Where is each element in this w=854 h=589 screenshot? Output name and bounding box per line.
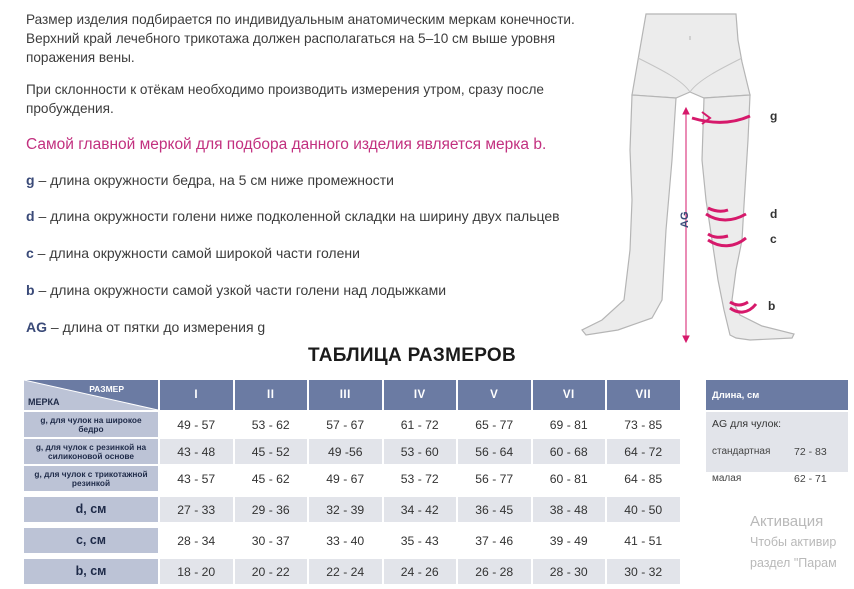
definition-text: – длина от пятки до измерения g [47,319,266,335]
size-value-cell: 64 - 85 [607,466,680,491]
definition-key: d [26,208,35,224]
size-value-cell: 43 - 48 [160,439,233,464]
definition-text: – длина окружности самой узкой части голени над лодыжками [34,282,447,298]
size-value-cell: 61 - 72 [384,412,457,437]
ag-label: AG [679,211,691,228]
row-label: c, см [24,528,158,553]
definition-text: – длина окружности голени ниже подколенной складки на ширину двух пальцев [34,208,560,224]
size-value-cell: 28 - 30 [533,559,606,584]
watermark-line-2: Чтобы активир [750,535,837,549]
definition-b [26,282,446,298]
size-value-cell: 41 - 51 [607,528,680,553]
size-value-cell: 53 - 72 [384,466,457,491]
size-value-cell: 53 - 60 [384,439,457,464]
size-value-cell: 30 - 32 [607,559,680,584]
definition-text: – длина окружности самой широкой части голени [33,245,360,261]
size-value-cell: 49 - 57 [160,412,233,437]
size-value-cell: 30 - 37 [235,528,308,553]
size-column-header: VI [533,380,606,410]
size-value-cell: 56 - 77 [458,466,531,491]
size-value-cell: 49 -56 [309,439,382,464]
label-d: d [770,207,778,221]
size-column-header: V [458,380,531,410]
definition-g [26,172,394,188]
length-row-label: малая [712,473,742,484]
size-table-title: ТАБЛИЦА РАЗМЕРОВ [308,345,517,366]
length-table-body [706,412,848,472]
row-label: g, для чулок с резинкой на силиконовой основе [24,439,158,464]
size-value-cell: 60 - 81 [533,466,606,491]
legs-outline [582,14,794,340]
label-g: g [770,109,778,123]
length-row-value: 72 - 83 [794,446,827,458]
definition-c [26,245,360,261]
size-column-header: III [309,380,382,410]
size-column-header: IV [384,380,457,410]
size-value-cell: 73 - 85 [607,412,680,437]
definition-ag [26,319,265,335]
definition-key: c [26,245,34,261]
watermark-line-3: раздел "Парам [750,556,837,570]
definition-d [26,208,560,224]
intro-paragraph-1: Размер изделия подбирается по индивидуальным анатомическим меркам конечности. Верхний край лечебного трикотажа должен располагаться на 5–10 см выше уровня поражения вены. [26,12,575,65]
row-label: g, для чулок на широкое бедро [24,412,158,437]
size-value-cell: 36 - 45 [458,497,531,522]
leg-measurement-illustration [572,0,854,345]
length-row-value: 62 - 71 [794,473,827,485]
size-value-cell: 29 - 36 [235,497,308,522]
size-value-cell: 45 - 52 [235,439,308,464]
size-value-cell: 49 - 67 [309,466,382,491]
length-row-label: стандартная [712,446,771,457]
size-value-cell: 40 - 50 [607,497,680,522]
size-value-cell: 18 - 20 [160,559,233,584]
label-b: b [768,299,776,313]
size-value-cell: 33 - 40 [309,528,382,553]
definition-key: AG [26,319,47,335]
size-value-cell: 27 - 33 [160,497,233,522]
label-c: c [770,232,777,246]
size-value-cell: 38 - 48 [533,497,606,522]
size-value-cell: 28 - 34 [160,528,233,553]
watermark-line-1: Активация [750,513,824,530]
size-column-header: II [235,380,308,410]
corner-measure-label: МЕРКА [28,397,60,407]
size-value-cell: 53 - 62 [235,412,308,437]
size-value-cell: 45 - 62 [235,466,308,491]
row-label: g, для чулок с трикотажной резинкой [24,466,158,491]
size-column-header: VII [607,380,680,410]
definition-text: – длина окружности бедра, на 5 см ниже промежности [34,172,394,188]
row-label: d, см [24,497,158,522]
main-measure-note: Самой главной меркой для подбора данного изделия является мерка b. [26,136,547,153]
activation-watermark [750,512,854,574]
size-value-cell: 22 - 24 [309,559,382,584]
length-table-subtitle: AG для чулок: [712,418,782,430]
size-value-cell: 39 - 49 [533,528,606,553]
size-value-cell: 32 - 39 [309,497,382,522]
table-corner-cell [24,380,158,410]
size-value-cell: 57 - 67 [309,412,382,437]
size-value-cell: 34 - 42 [384,497,457,522]
length-table-header: Длина, см [706,380,848,410]
size-column-header: I [160,380,233,410]
definition-key: b [26,282,35,298]
size-value-cell: 26 - 28 [458,559,531,584]
size-value-cell: 56 - 64 [458,439,531,464]
size-value-cell: 43 - 57 [160,466,233,491]
size-value-cell: 69 - 81 [533,412,606,437]
size-value-cell: 24 - 26 [384,559,457,584]
intro-paragraph-2: При склонности к отёкам необходимо производить измерения утром, сразу после пробуждения. [26,82,544,116]
definition-key: g [26,172,35,188]
size-value-cell: 64 - 72 [607,439,680,464]
size-value-cell: 20 - 22 [235,559,308,584]
size-value-cell: 37 - 46 [458,528,531,553]
corner-size-label: РАЗМЕР [89,384,124,394]
row-label: b, см [24,559,158,584]
size-value-cell: 35 - 43 [384,528,457,553]
size-value-cell: 65 - 77 [458,412,531,437]
size-value-cell: 60 - 68 [533,439,606,464]
